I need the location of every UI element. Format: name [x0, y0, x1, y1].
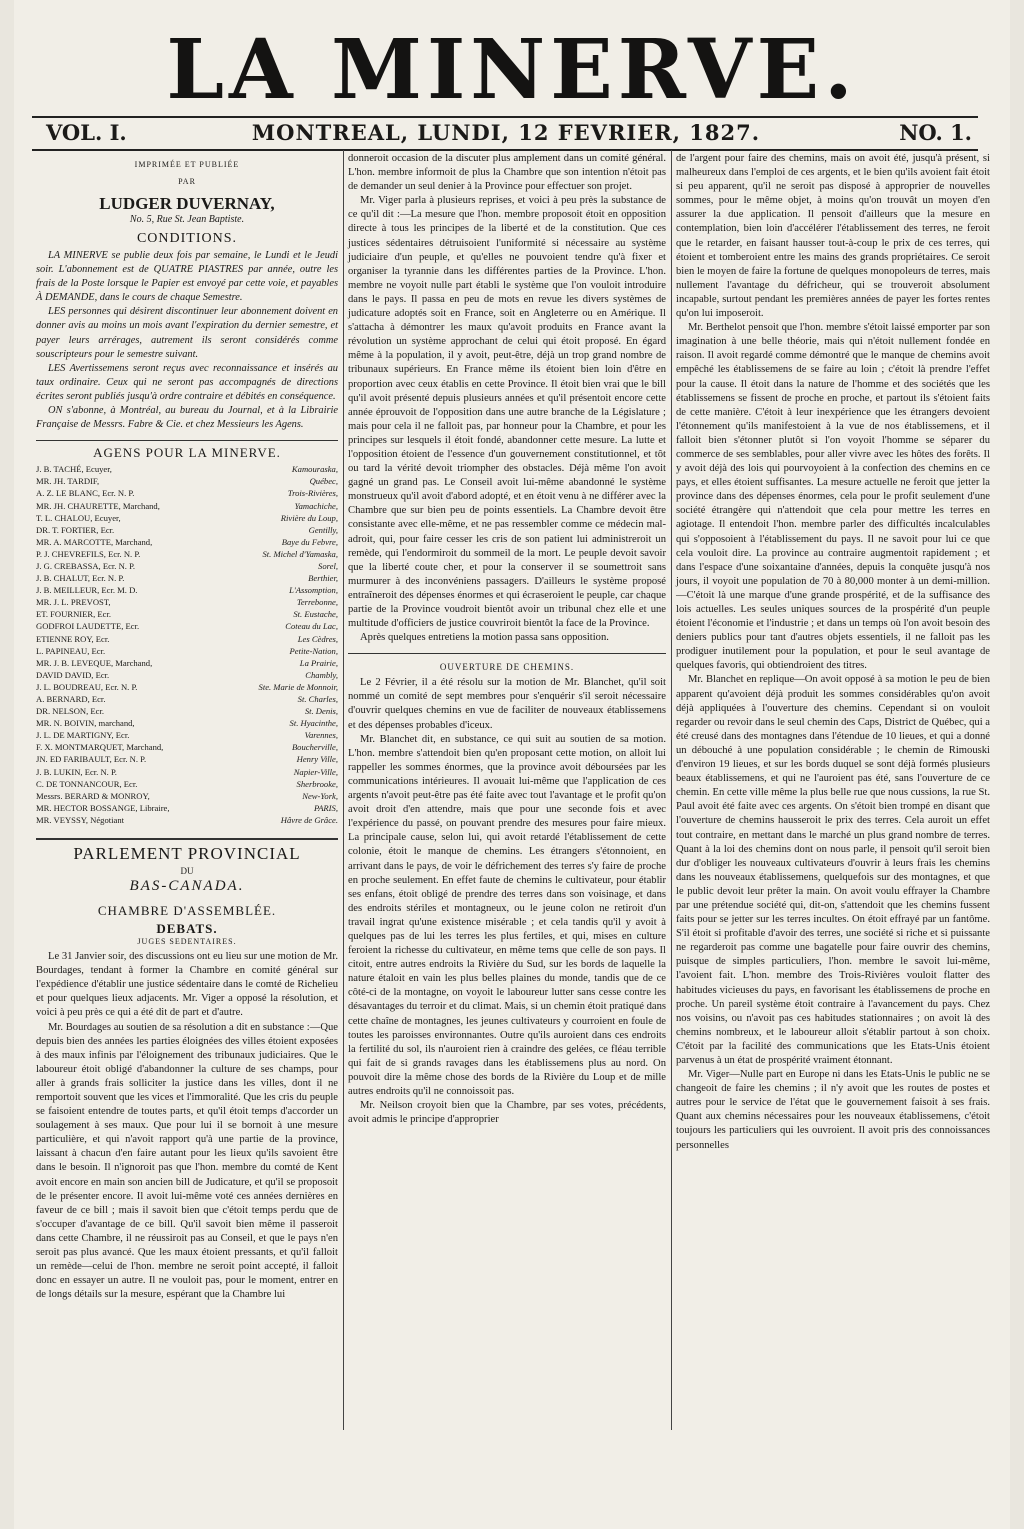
chambre-title: CHAMBRE D'ASSEMBLÉE. — [97, 903, 277, 919]
agent-name: J. B. CHALUT, Ecr. N. P. — [36, 573, 125, 584]
column-divider-1 — [343, 150, 344, 1430]
masthead-title: LA MINERVE. — [166, 22, 858, 118]
agent-place: Sherbrooke, — [296, 778, 338, 789]
agent-name: DR. T. FORTIER, Ecr. — [36, 524, 115, 535]
agent-place: Henry Ville, — [296, 754, 338, 765]
printer-address: No. 5, Rue St. Jean Baptiste. — [129, 214, 245, 225]
agent-place: Boucherville, — [291, 742, 338, 753]
agent-place: New-York, — [302, 790, 338, 801]
agent-row — [36, 753, 338, 765]
juges-subtitle: JUGES SEDENTAIRES. — [137, 937, 237, 947]
agent-name: GODFROI LAUDETTE, Ecr. — [36, 621, 140, 632]
agent-row — [36, 681, 338, 693]
agent-place: Chambly, — [305, 669, 338, 680]
agent-place: Baye du Febvre, — [281, 536, 338, 547]
agent-place: St. Hyacinthe, — [289, 718, 338, 729]
agent-place: Varennes, — [304, 730, 338, 741]
chemins-heading: OUVERTURE DE CHEMINS. — [348, 653, 666, 672]
masthead-rule-bottom — [32, 149, 978, 151]
agent-place: Ste. Marie de Monnoir, — [258, 681, 338, 692]
agent-place: PARIS, — [314, 802, 338, 813]
agent-row — [36, 487, 338, 499]
agent-place: Napier-Ville, — [293, 766, 338, 777]
article-paragraph: Mr. Berthelot pensoit que l'hon. membre s'étoit laissé emporter par son imagination à une belle théorie, mais qui n'étoit nullement fondée en raison. Il avoit regardé comme démontré que le manque de chemins avoit empêché les établissemens de se faire au loin ; c'étoit là prendre l'effet pour la cause. Il étoit dans la nature de l'homme et des sociétés que les établissemens se fissent de proche en proche, et partout ils s'étoient faits de cette manière. C'étoit à leur inexpérience que les étrangers devoient l'étonnement qu'ils manifestoient à la vue de nos établissemens, et il falloit bien s'étonner plutôt si l'on voyoit l'homme se séparer du commerce de ses semblables, pour aller vivre avec les hôtes des forêts. Il y avoit déjà des lois qui pourvoyoient à la confection des chemins en ce pays, et elles étoient suffisantes. La mesure actuelle ne feroit que jetter la province dans des dépenses énormes, cela pour le profit seulement d'une société étrangère qui n'attendoit que cela pour mettre les terres en agiotage. Il entendoit l'hon. membre parler des difficultés incalculables qui s'opposoient à l'établissement du pays. Il ne savoit pour lui ce que cela vouloit dire. La province au contraire augmentoit rapidement ; et dans l'espace d'une soixantaine d'années, depuis la conquête jusqu'à nos jours, il voyoit une population de 70 à 80,000 monter à un demi-million.—C'étoit là une marque d'une grande prospérité, et de la suffisance des lois actuelles. Les seules uniques sources de la prospérité d'un peuple étoient l'économie et l'industrie ; et dans un temps où l'on avoit besoin des deniers publics pour tant d'autres objets essentiels, il ne falloit pas les prodiguer inutilement pour la population, et pour le seul avantage de quelques favoris, qui obtiendroient des titres. — [676, 322, 990, 672]
agent-name: A. Z. LE BLANC, Ecr. N. P. — [36, 488, 135, 499]
article-paragraph: Après quelques entretiens la motion passa sans opposition. — [360, 632, 609, 644]
agent-name: ET. FOURNIER, Ecr. — [36, 609, 112, 620]
agent-name: MR. A. MARCOTTE, Marchand, — [36, 536, 153, 547]
agent-row — [36, 560, 338, 572]
agent-row — [36, 572, 338, 584]
agent-row — [36, 596, 338, 608]
article-paragraph: Mr. Viger—Nulle part en Europe ni dans les Etats-Unis le public ne se changeoit de faire les chemins ; il n'y avoit que les routes de postes et autres pour le service de l'état que le gouvernement faisoit à ses frais. Quant aux chemins nécessaires pour les nouveaux établissemens, c'étoit toujours les particuliers qui les ouvroient. Il avoit pris des connoissances personnelles — [676, 1069, 990, 1151]
agent-place: Berthier, — [308, 573, 338, 584]
agent-row — [36, 790, 338, 802]
issue-date: MONTREAL, LUNDI, 12 FEVRIER, 1827. — [251, 120, 761, 145]
agent-name: T. L. CHALOU, Ecuyer, — [36, 512, 121, 523]
agent-place: St. Eustache, — [293, 609, 338, 620]
agent-place: Gentilly, — [308, 524, 338, 535]
article-paragraph: de l'argent pour faire des chemins, mais on avoit été, jusqu'à présent, si malheureux dans l'emploi de ces argents, et le bien qu'ils avoient fait étoit si peu apparent, qu'il ne seroit pas disposé à approprier de nouvelles sommes, pour le même objet, à moins qu'on trouvât un moyen d'en assurer la due application. Il pensoit d'ailleurs que la mesure en contemplation, bien loin d'accélérer l'établissement des terres, ne feroit que le retarder, en faisant hausser tout-à-coup le prix de ces terres, qui étoient et tomberoient entre les mains des grands propriétaires. Ce seroit bien le moyen de faire la fortune de quelques monopoleurs de terres, mais nullement l'avantage du défricheur, qui se trouveroit absolument incapable, surtout pendant les premières années de payer les fortes rentes qu'on lui imposeroit. — [676, 153, 990, 320]
column-2 — [348, 152, 666, 1127]
agent-row — [36, 814, 338, 826]
agents-title: AGENS POUR LA MINERVE. — [36, 440, 338, 461]
agent-row — [36, 705, 338, 717]
bas-canada-title: BAS-CANADA. — [129, 878, 245, 895]
volume-number: VOL. I. — [46, 120, 127, 145]
agent-place: L'Assomption, — [289, 585, 338, 596]
agent-row — [36, 741, 338, 753]
agent-name: ETIENNE ROY, Ecr. — [36, 633, 110, 644]
imprint-line: IMPRIMÉE ET PUBLIÉE — [134, 160, 240, 169]
agent-place: La Prairie, — [299, 657, 338, 668]
debats-title: DEBATS. — [156, 921, 218, 937]
article-paragraph: Mr. Blanchet en replique—On avoit opposé à sa motion le peu de bien apparent qu'avoient déjà produit les sommes considérables qu'on avoit déjà appliquées à l'ouverture des chemins. Cependant si on vouloit regarder ou revoir dans le seul chemin des Caps, District de Québec, qui a été creusé dans des montagnes dans l'étendue de 10 lieues, et qui a donné un débouché à une population considérable ; le chemin de Rimouski d'environ 19 lieues, et sur les bords duquel se sont déjà formés plusieurs beaux établissemens, et qui ne l'auroient pas été, sans l'ouverture de ce chemin. En cette ville même la plus belle rue que nous cussions, la rue St. Paul avoit été faite avec ces argents. On s'étoit bien trompé en disant que l'ouverture de chemins hausseroit le prix des terres. Cela auroit un effet tout contraire, en mettant dans le marché un plus grand nombre de terres. Quant à la loi des chemins dont on nous parle, il pensoit qu'il seroit bien dur d'obliger les nouveaux cultivateurs d'ouvrir à leurs frais les chemins dans les nouveaux établissemens, quelquefois sur des montagnes, et que le public devoit leur prêter la main. On avoit voulu effrayer la Chambre par une prétendue société qui, dit-on, s'attendoit que les chemins fussent faits pour se jetter sur les terres incultes. On étoit effrayé par un fantôme. S'il étoit si profitable d'avoir des terres, une société si riche et si puissante ne regarderoit pas comme une bagatelle pour faire ouvrir des chemins, puisque de simples particuliers, l'hon. membre le savoit lui-même, l'avoient fait. L'hon. membre des Trois-Rivières vouloit flatter des habitudes vicieuses du pays, en favorisant les établissemens de proche en proche. Un pareil système étoit contraire à l'avancement du pays. Chez nos voisins, ou n'avoit pas ces habitudes stationnaires ; on avoit là des chemins nombreux, et le laboureur alloit s'établir partout à son choix. C'étoit par la facilité des communications que les Etats-Unis étoient parvenus à un état de prospérité vraiment étonnant. — [676, 674, 990, 1066]
agent-name: MR. JH. CHAURETTE, Marchand, — [36, 500, 160, 511]
agent-place: Hâvre de Grâce. — [280, 814, 338, 825]
agent-row — [36, 717, 338, 729]
agent-name: JN. ED FARIBAULT, Ecr. N. P. — [36, 754, 147, 765]
agent-name: Messrs. BERARD & MONROY, — [36, 790, 150, 801]
agent-name: J. B. TACHÉ, Ecuyer, — [36, 464, 112, 475]
article-paragraph: Mr. Neilson croyoit bien que la Chambre, par ses votes, précédents, avoit admis le principe d'approprier — [348, 1100, 666, 1126]
condition-paragraph: LES personnes qui désirent discontinuer leur abonnement doivent en donner avis au moins un mois avant l'expiration du dernier semestre, et payer leurs arrérages, autrement ils seront considérés comme souscripteurs pour le semestre suivant. — [36, 306, 338, 360]
agent-place: Québec, — [309, 476, 338, 487]
agent-row — [36, 548, 338, 560]
condition-paragraph: ON s'abonne, à Montréal, au bureau du Journal, et à la Librairie Française de Messrs. Fabre & Cie. et chez Messieurs les Agens. — [36, 405, 338, 431]
agent-name: DAVID DAVID, Ecr. — [36, 669, 110, 680]
agent-place: Sorel, — [318, 560, 338, 571]
agent-row — [36, 633, 338, 645]
agent-place: Rivière du Loup, — [280, 512, 338, 523]
agent-name: A. BERNARD, Ecr. — [36, 694, 106, 704]
par-line: PAR — [178, 177, 196, 186]
agent-name: J. B. LUKIN, Ecr. N. P. — [36, 766, 117, 777]
agent-name: MR. VEYSSY, Négotiant — [36, 814, 125, 825]
agent-row — [36, 524, 338, 536]
article-paragraph: Mr. Blanchet dit, en substance, ce qui suit au soutien de sa motion. L'hon. membre s'attendoit bien qu'en proposant cette motion, on alloit lui rappeller les sommes énormes, que la province avoit déboursées par les communications intérieures. Il avouait lui-même que l'application de ces argents n'avoit peut-être pas été faite avec tout l'avantage et le profit qu'on avoit droit d'en attendre, mais que pour une seconde fois et avec l'expérience du passé, on pouvant prendre des mesures pour faire mieux. La principale cause, selon lui, qui avoit retardé l'établissement de cette colonie, étoit le manque de chemins. Les étrangers s'étonnoient, en arrivant dans le pays, de voir le défrichement des terres s'y faire de proche en proche seulement. En effet faute de chemins le cultivateur, pour établir ses enfans, étoit obligé de prendre des terres dans son voisinage, et dans des endroits stériles et montagneux, ou le jeune colon ne retiroit d'un travail ingrat qu'une existence misérable ; et cela tandis qu'il y avoit à quelques pas de lui les terres les plus fertiles, et qui, mises en culture feroient la richesse du cultivateur, en même tems que celle de son pays. Il citoit, entre autres endroits la Rivière du Sud, sur les bords de laquelle la nature étaloit en vain les plus belles plaines du monde, tandis que de ce côté-ci de la montagne, on voyoit le laboureur lutter sans cesse contre les désavantages du terroir et du climat. Mais, si un chemin étoit pratiqué dans cette chaîne de montagnes, les jeunes cultivateurs y courroient en foule de toutes les paroisses environnantes. Outre qu'ils auroient dans ces endroits la fertilité du sol, ils n'auroient rien à craindre des gelées, ce fléau terrible qui fait de si grands ravages dans les établissemens plus au nord. On pouvoit dire la même chose des bords de la Rivière du Loup et de mille autres endroits qu'il ne connoissoit pas. — [348, 733, 666, 1097]
agent-place: Coteau du Lac, — [285, 621, 338, 632]
agent-place: St. Charles, — [297, 694, 338, 704]
agent-row — [36, 475, 338, 487]
dateline — [34, 118, 978, 148]
article-paragraph: donneroit occasion de la discuter plus amplement dans un comité général. L'hon. membre informoit de plus la Chambre que son intention n'étoit pas de demander un seul denier à la Province pour effectuer son projet. — [348, 153, 666, 193]
agent-row — [36, 500, 338, 512]
agent-name: MR. J. L. PREVOST, — [36, 597, 111, 608]
printer-name: LUDGER DUVERNAY, — [99, 194, 275, 213]
agent-place: St. Denis, — [304, 706, 338, 717]
agent-row — [36, 693, 338, 705]
agent-name: J. L. DE MARTIGNY, Ecr. — [36, 730, 130, 741]
newspaper-page — [14, 0, 1010, 1529]
agent-place: Trois-Rivières, — [287, 488, 338, 499]
condition-paragraph: LA MINERVE se publie deux fois par semaine, le Lundi et le Jeudi soir. L'abonnement est de QUATRE PIASTRES par année, outre les frais de la Poste lorsque le Papier est envoyé par cette voie, et payables À DEMANDE, dans le cours de chaque Semestre. — [36, 250, 338, 304]
condition-paragraph: LES Avertissemens seront reçus avec reconnaissance et insérés au taux ordinaire. Ceux qui ne seront pas accompagnés de directions écrites seront publiés jusqu'à ordre contraire et débités en conséquence. — [36, 362, 338, 402]
agent-row — [36, 766, 338, 778]
agent-name: J. B. MEILLEUR, Ecr. M. D. — [36, 585, 138, 596]
agent-name: J. L. BOUDREAU, Ecr. N. P. — [36, 681, 138, 692]
agent-name: MR. JH. TARDIF, — [36, 476, 100, 487]
agent-row — [36, 645, 338, 657]
agent-row — [36, 669, 338, 681]
agent-row — [36, 608, 338, 620]
agent-place: Petite-Nation, — [289, 645, 338, 656]
article-paragraph: Le 2 Février, il a été résolu sur la motion de Mr. Blanchet, qu'il soit nommé un comité de sept membres pour s'enquérir s'il seroit nécessaire d'ouvrir quelques chemins en vue de faciliter de nouveaux établissemens et des dépenses probables d'iceux. — [348, 677, 666, 731]
agent-name: F. X. MONTMARQUET, Marchand, — [36, 742, 164, 753]
conditions-title: CONDITIONS. — [136, 231, 238, 246]
agent-row — [36, 620, 338, 632]
agent-name: MR. J. B. LEVEQUE, Marchand, — [36, 657, 153, 668]
column-3 — [676, 152, 990, 1153]
agent-name: L. PAPINEAU, Ecr. — [36, 645, 106, 656]
agent-row — [36, 729, 338, 741]
parlement-title: PARLEMENT PROVINCIAL — [36, 838, 338, 864]
agent-name: MR. N. BOIVIN, marchand, — [36, 718, 135, 729]
article-paragraph: Mr. Bourdages au soutien de sa résolution a dit en substance :—Que depuis bien des années les parties éloignées des villes étoient exposées à des maux infinis par l'éloignement des tribunaux judiciaires. Que le laboureur étoit obligé d'abandonner la culture de ses champs, pour aller à grands frais solliciter la justice dans les villes, dont il ne remportoit souvent que les vices et l'immoralité. Que les cris du peuple se faisoient entendre de toutes parts, et qu'il étoit temps d'accorder un soulagement à ses maux. Que pour lui il se bornoit à une mesure particulière, et qui n'avoit rapport qu'à une partie de la province, laissant à chacun d'en faire autant pour les lieux qu'ils savoient être dans le besoin. Il n'ignoroit pas que l'hon. membre du comté de Kent avoit encore en main son ancien bill de Judicature, et qu'il se proposoit de le présenter encore. Il avoit lui-même voté ces années dernières en faveur de ce bill ; mais il savoit bien que c'étoit temps perdu que de s'occuper d'avantage de ce bill. Qu'il savoit bien même il passeroit dans cette Chambre, il ne réussiroit pas au Conseil, et que le pays n'en seroit pas plus avancé. Que les maux étoient pressants, et qu'il falloit un remède—celui de l'hon. membre ne seroit point accepté, il falloit donc en essayer un autre. Il ne vouloit pas, pour le moment, entrer en de longs détails sur la mesure, espérant que la Chambre lui — [36, 1021, 338, 1301]
agent-name: J. G. CREBASSA, Ecr. N. P. — [36, 560, 136, 571]
column-divider-2 — [671, 150, 672, 1430]
agent-row — [36, 802, 338, 814]
agents-list — [36, 463, 338, 826]
article-paragraph: Mr. Viger parla à plusieurs reprises, et voici à peu près la substance de ce qu'il dit :—La mesure que l'hon. membre proposoit étoit en opposition directe à tous les principes de la liberté et de la constitution. Que ces justices sédentaires détruisoient l'uniformité si nécessaire au système judiciaire d'un peuple, et qu'elles ne pouvoient tendre qu'à fixer et organiser la tyrannie dans les différentes parties de la Province. L'hon. membre ne voyoit nulle part établi le système que l'on vouloit introduire dans le pays. Il passa en peu de mots en revue les divers systèmes de judicature adoptés soit en France, soit en Angleterre ou en Amérique. Il s'attacha à démontrer les maux qu'avoit produits en France avant la révolution un système approchant de celui qui étoit proposé. En égard même à la population, il y avoit, peut-être, déjà un trop grand nombre de tribunaux supérieurs. En France même ils étoient bien loin d'être en proportion avec ceux établis en cette Province. Il étoit bien vrai que le bill qu'il avoit présenté depuis plusieurs années et qu'il présentoit encore cette année éprouvoit de l'opposition dans une autre branche de la Législature ; mais pour cela il ne falloit pas, par honneur pour la Chambre, et pour les principes sur lesquels il étoit fondé, abandonner cette mesure. La lutte et l'opposition étoient de l'essence d'un gouvernement constitutionnel, et tôt ou tard la vérité devoit triompher des obstacles. Déjà même l'on avoit gagné un grand pas. Le Conseil avoit lui-même abandonné le système monstrueux qu'il avoit d'abord adopté, et en étoit venu à ne différer avec la Chambre que sur bien peu de points essentiels. La Chambre devoit être consistante avec elle-même, et ne pas ressembler comme ce médecin mal-adroit, qui, pour faire cesser les cris de son patient lui administreroit un remède, qui l'endormiroit du sommeil de la mort. Le peuple devoit savoir que la liberté coute cher, et pour la conserver il se soumettroit sans murmurer à des inconvéniens passagers. D'ailleurs le système proposé entraîneroit des dépenses énormes et qui écraseroient le peuple, car chaque partie de la Province voudroit bientôt avoir un tribunal chez elle et une multitude d'officiers de justice couvriroit bientôt la face de la Province. — [348, 195, 666, 630]
agent-row — [36, 463, 338, 475]
parlement-du: DU — [180, 866, 194, 877]
agent-name: DR. NELSON, Ecr. — [36, 706, 105, 717]
agent-row — [36, 657, 338, 669]
agent-name: P. J. CHEVREFILS, Ecr. N. P. — [36, 548, 141, 559]
agent-row — [36, 584, 338, 596]
agent-place: Yamachiche, — [294, 500, 338, 511]
agent-row — [36, 778, 338, 790]
agent-row — [36, 512, 338, 524]
agent-name: MR. HECTOR BOSSANGE, Libraire, — [36, 802, 170, 813]
agent-place: Les Cèdres, — [297, 633, 338, 644]
agent-place: Terrebonne, — [296, 597, 338, 608]
column-1 — [36, 152, 338, 1302]
issue-number: NO. 1. — [899, 120, 972, 145]
agent-place: Kamouraska, — [291, 464, 338, 475]
agent-place: St. Michel d'Yamaska, — [262, 548, 338, 559]
agent-row — [36, 536, 338, 548]
agent-name: C. DE TONNANCOUR, Ecr. — [36, 778, 138, 789]
article-paragraph: Le 31 Janvier soir, des discussions ont eu lieu sur une motion de Mr. Bourdages, tendant à former la Chambre en comité général sur l'expédience d'établir une justice sédentaire dans le comté de Richelieu et pour quelques lieux adjacents. Mr. Viger a opposé la résolution, et voici à peu près ce qui a été dit de part et d'autre. — [36, 951, 338, 1019]
